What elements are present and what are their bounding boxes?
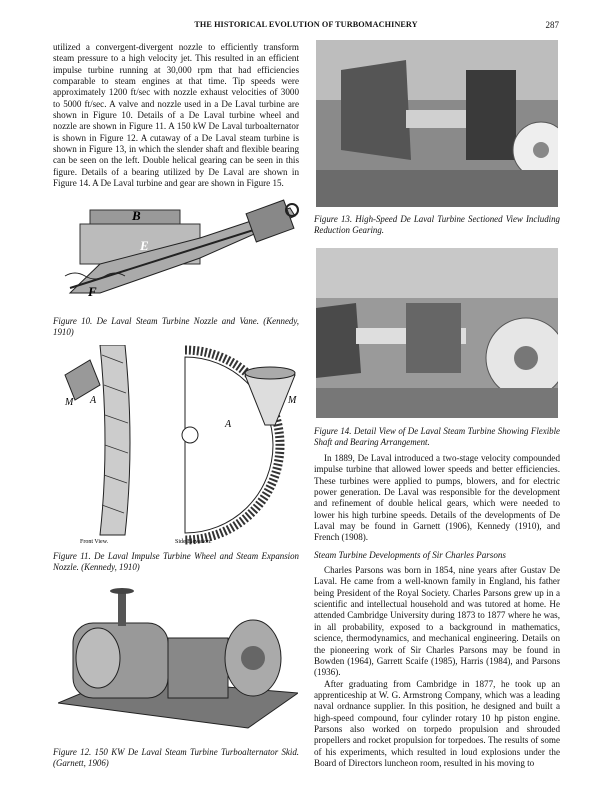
front-view-label: Front View.: [80, 539, 109, 545]
figure-10-caption: Figure 10. De Laval Steam Turbine Nozzle and Vane. (Kennedy, 1910): [53, 316, 299, 337]
right-column: [314, 453, 560, 769]
figure-12-caption: Figure 12. 150 KW De Laval Steam Turbine Turboalternator Skid. (Garnett, 1906): [53, 747, 299, 768]
fig11-label: M: [288, 395, 297, 406]
figure-13-caption: Figure 13. High-Speed De Laval Turbine Sectioned View Including Reduction Gearing.: [314, 214, 560, 235]
figure-12-drawing: [58, 583, 298, 738]
fig10-label-f: F: [88, 284, 97, 299]
figure-14-caption: Figure 14. Detail View of De Laval Steam Turbine Showing Flexible Shaft and Bearing Arrangement.: [314, 426, 560, 447]
figure-11-drawing: [60, 345, 300, 545]
left-column: [53, 42, 299, 189]
figure-11-caption: Figure 11. De Laval Impulse Turbine Wheel and Steam Expansion Nozzle. (Kennedy, 1910): [53, 551, 299, 572]
fig10-label-b: B: [132, 208, 141, 223]
fig10-label-e: E: [140, 238, 149, 253]
fig11-label: A: [225, 419, 232, 430]
figure-14-photo: [316, 248, 558, 418]
side-elevation-label: Side Elevation.: [175, 539, 212, 545]
fig11-label: M: [65, 397, 74, 408]
page-number: 287: [545, 20, 559, 30]
figure-10-drawing: [60, 198, 300, 308]
figure-13-photo: [316, 40, 558, 207]
body-paragraph: Charles Parsons was born in 1854, nine years after Gustav De Laval. He came from a well-known family in England, his father being President of the Royal Society. Charles Parsons grew up in a scientific and intellectual household and was tutored at home. He attended Cambridge University during 1873 to 1877 where he was, in all probability, exposed to a background in mathematics, science, thermodynamics, and mechanical engineering. Details on the pioneering work of Sir Charles Parsons may be found in Bowden (1964), Garrett Scaife (1985), Harris (1984), and Parsons (1936).: [314, 565, 560, 678]
body-paragraph: After graduating from Cambridge in 1877, he took up an apprenticeship at W. G. Armstrong Company, which was a leading naval ordnance supplier. In this position, he designed and built a high-speed compound, four cylinder rotary 10 hp piston engine. Parsons also worked on torpedo propulsion and shrouded propellers and rocket propulsion for torpedoes. The results of some of his experiments, which resulted in loud explosions under the Board of Directors luncheon room, resulted in his moving to: [314, 678, 560, 768]
body-paragraph: In 1889, De Laval introduced a two-stage velocity compounded impulse turbine that allowed lower speeds and better efficiencies. These turbines were applied to pumps, blowers, and for electric power generation. De Laval was responsible for the development and refinement of double helical gears, which were needed to lower his high turbine speeds. Details of the developments of De Laval may be found in Garnett (1906), Kennedy (1910), and French (1908).: [314, 453, 560, 543]
fig11-label: A: [90, 395, 97, 406]
section-subheading: Steam Turbine Developments of Sir Charles Parsons: [314, 549, 506, 560]
body-paragraph: utilized a convergent-divergent nozzle to efficiently transform steam pressure to a high velocity jet. This resulted in an efficient impulse turbine running at 30,000 rpm that had efficiencies comparable to steam engines at that time. Tip speeds were approximately 1200 ft/sec with nozzle exhaust velocities of 3000 to 5000 ft/sec. A valve and nozzle used in a De Laval turbine are shown in Figure 10. Details of a De Laval turbine wheel and nozzle are shown in Figure 11. A 150 kW De Laval turboalternator is shown in Figure 12. A cutaway of a De Laval steam turbine is shown in Figure 13, in which the slender shaft and flexible bearing can be seen on the left. Double helical gearing can be seen in this figure. Details of a bearing utilized by De Laval are shown in Figure 14. A De Laval turbine and gear are shown in Figure 15.: [53, 42, 299, 189]
running-title: THE HISTORICAL EVOLUTION OF TURBOMACHINERY: [194, 20, 418, 29]
